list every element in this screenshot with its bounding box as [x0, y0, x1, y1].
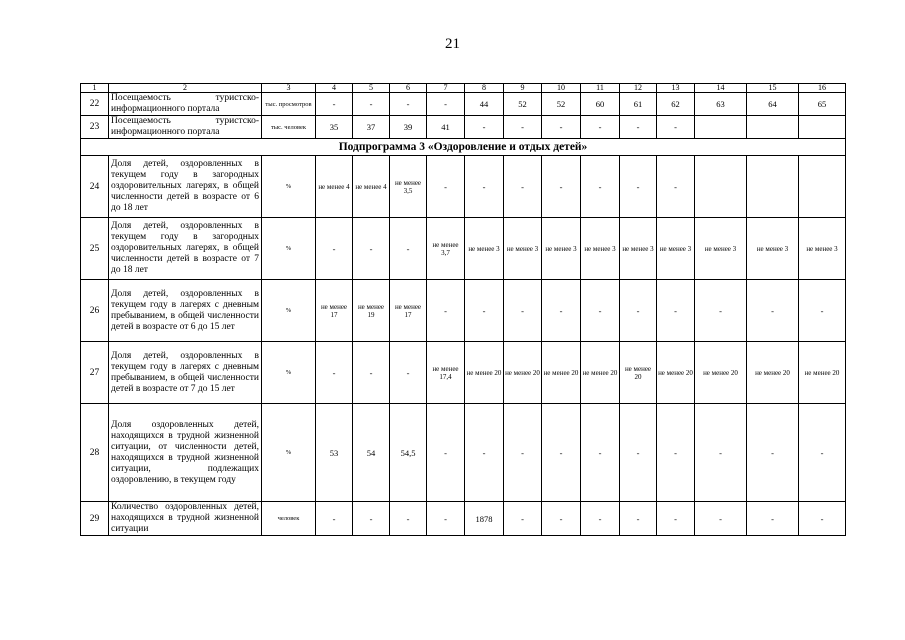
value-cell: 63 — [695, 93, 747, 116]
value-cell: - — [620, 502, 657, 536]
row-number: 26 — [81, 280, 109, 342]
value-cell: 39 — [390, 116, 427, 139]
value-cell: - — [504, 156, 542, 218]
value-cell: - — [427, 156, 465, 218]
value-cell: - — [620, 280, 657, 342]
unit-cell: % — [262, 404, 316, 502]
value-cell: не менее 3,5 — [390, 156, 427, 218]
unit-cell: тыс. просмотров — [262, 93, 316, 116]
column-number-cell: 1 — [81, 84, 109, 93]
value-cell: - — [316, 502, 353, 536]
value-cell: 35 — [316, 116, 353, 139]
column-number-cell: 3 — [262, 84, 316, 93]
column-number-cell: 15 — [747, 84, 799, 93]
indicator-name: Количество оздоровленных детей, находящихся в трудной жизненной ситуации — [109, 502, 262, 536]
value-cell: - — [353, 502, 390, 536]
subprogram-title: Подпрограмма 3 «Оздоровление и отдых детей» — [81, 139, 846, 156]
value-cell: не менее 17 — [316, 280, 353, 342]
value-cell: не менее 3 — [657, 218, 695, 280]
column-number-cell: 7 — [427, 84, 465, 93]
value-cell: не менее 19 — [353, 280, 390, 342]
value-cell: - — [695, 502, 747, 536]
table-row — [81, 93, 846, 116]
value-cell: не менее 4 — [316, 156, 353, 218]
value-cell: - — [581, 404, 620, 502]
value-cell: - — [353, 218, 390, 280]
value-cell: 61 — [620, 93, 657, 116]
value-cell: - — [390, 342, 427, 404]
value-cell: 65 — [799, 93, 846, 116]
indicator-name: Доля детей, оздоровленных в текущем году в загородных оздоровительных лагерях, в общей численности детей в возрасте от 6 до 18 лет — [109, 156, 262, 218]
table-row — [81, 116, 846, 139]
value-cell: не менее 3 — [465, 218, 504, 280]
value-cell: - — [581, 156, 620, 218]
value-cell: 54 — [353, 404, 390, 502]
row-number: 24 — [81, 156, 109, 218]
indicator-table — [80, 83, 846, 536]
value-cell: - — [465, 156, 504, 218]
value-cell: - — [695, 280, 747, 342]
value-cell: - — [465, 116, 504, 139]
value-cell: - — [799, 502, 846, 536]
value-cell: не менее 20 — [695, 342, 747, 404]
value-cell: не менее 20 — [504, 342, 542, 404]
column-number-cell: 6 — [390, 84, 427, 93]
value-cell: - — [353, 342, 390, 404]
value-cell — [695, 156, 747, 218]
value-cell: - — [581, 116, 620, 139]
table-row — [81, 156, 846, 218]
value-cell: - — [747, 404, 799, 502]
value-cell: - — [390, 502, 427, 536]
unit-cell: тыс. человек — [262, 116, 316, 139]
value-cell: 37 — [353, 116, 390, 139]
column-number-cell: 11 — [581, 84, 620, 93]
value-cell: - — [427, 502, 465, 536]
value-cell: не менее 17,4 — [427, 342, 465, 404]
column-number-cell: 14 — [695, 84, 747, 93]
value-cell: не менее 20 — [747, 342, 799, 404]
value-cell: 52 — [504, 93, 542, 116]
column-number-cell: 10 — [542, 84, 581, 93]
unit-cell: % — [262, 342, 316, 404]
row-number: 29 — [81, 502, 109, 536]
value-cell: - — [620, 404, 657, 502]
row-number: 23 — [81, 116, 109, 139]
value-cell: не менее 4 — [353, 156, 390, 218]
column-number-cell: 2 — [109, 84, 262, 93]
value-cell: не менее 3 — [542, 218, 581, 280]
unit-cell: % — [262, 156, 316, 218]
row-number: 25 — [81, 218, 109, 280]
value-cell: не менее 3 — [620, 218, 657, 280]
value-cell: не менее 3 — [504, 218, 542, 280]
value-cell: 44 — [465, 93, 504, 116]
value-cell: - — [542, 116, 581, 139]
indicator-name: Доля оздоровленных детей, находящихся в трудной жизненной ситуации, от численности детей, находящихся в трудной жизненной ситуации, подлежащих оздоровлению, в текущем году — [109, 404, 262, 502]
value-cell — [799, 156, 846, 218]
indicator-name: Доля детей, оздоровленных в текущем году в лагерях с дневным пребыванием, в общей численности детей в возрасте от 6 до 15 лет — [109, 280, 262, 342]
value-cell: не менее 20 — [657, 342, 695, 404]
value-cell: - — [657, 502, 695, 536]
value-cell: не менее 20 — [799, 342, 846, 404]
value-cell: - — [747, 280, 799, 342]
table-row — [81, 218, 846, 280]
indicator-name: Доля детей, оздоровленных в текущем году в загородных оздоровительных лагерях, в общей численности детей в возрасте от 7 до 18 лет — [109, 218, 262, 280]
value-cell: - — [316, 342, 353, 404]
table-row — [81, 342, 846, 404]
value-cell: - — [657, 156, 695, 218]
value-cell — [695, 116, 747, 139]
value-cell: - — [504, 116, 542, 139]
value-cell: не менее 3 — [799, 218, 846, 280]
value-cell: - — [316, 218, 353, 280]
column-number-cell: 8 — [465, 84, 504, 93]
subprogram-row — [81, 139, 846, 156]
value-cell: не менее 20 — [542, 342, 581, 404]
value-cell: - — [504, 502, 542, 536]
value-cell — [747, 156, 799, 218]
table-row — [81, 280, 846, 342]
page-number: 21 — [445, 36, 460, 52]
value-cell: - — [316, 93, 353, 116]
table-row — [81, 502, 846, 536]
value-cell: - — [542, 156, 581, 218]
indicator-name: Посещаемость туристско-информационного портала — [109, 116, 262, 139]
value-cell: - — [504, 404, 542, 502]
value-cell: - — [542, 280, 581, 342]
value-cell: 60 — [581, 93, 620, 116]
value-cell: 64 — [747, 93, 799, 116]
value-cell: 62 — [657, 93, 695, 116]
value-cell: 41 — [427, 116, 465, 139]
value-cell: не менее 3,7 — [427, 218, 465, 280]
value-cell: 54,5 — [390, 404, 427, 502]
unit-cell: % — [262, 280, 316, 342]
value-cell: - — [581, 280, 620, 342]
column-number-cell: 5 — [353, 84, 390, 93]
value-cell: - — [799, 404, 846, 502]
value-cell: - — [581, 502, 620, 536]
value-cell: - — [427, 280, 465, 342]
column-number-cell: 16 — [799, 84, 846, 93]
indicator-name: Посещаемость туристско-информационного портала — [109, 93, 262, 116]
value-cell: - — [799, 280, 846, 342]
value-cell: не менее 17 — [390, 280, 427, 342]
value-cell: не менее 20 — [581, 342, 620, 404]
value-cell: 1878 — [465, 502, 504, 536]
value-cell: не менее 3 — [581, 218, 620, 280]
row-number: 22 — [81, 93, 109, 116]
value-cell: не менее 20 — [620, 342, 657, 404]
value-cell: - — [390, 218, 427, 280]
value-cell: - — [504, 280, 542, 342]
value-cell: - — [657, 280, 695, 342]
column-number-cell: 9 — [504, 84, 542, 93]
value-cell: не менее 3 — [747, 218, 799, 280]
value-cell — [799, 116, 846, 139]
value-cell: - — [465, 404, 504, 502]
value-cell: не менее 20 — [465, 342, 504, 404]
value-cell: 53 — [316, 404, 353, 502]
indicator-name: Доля детей, оздоровленных в текущем году в лагерях с дневным пребыванием, в общей численности детей в возрасте от 7 до 15 лет — [109, 342, 262, 404]
value-cell: 52 — [542, 93, 581, 116]
value-cell: - — [620, 116, 657, 139]
row-number: 28 — [81, 404, 109, 502]
value-cell: - — [620, 156, 657, 218]
value-cell: - — [695, 404, 747, 502]
column-number-cell: 4 — [316, 84, 353, 93]
table-row — [81, 404, 846, 502]
value-cell — [747, 116, 799, 139]
value-cell: - — [747, 502, 799, 536]
value-cell: - — [353, 93, 390, 116]
column-number-row — [81, 84, 846, 93]
column-number-cell: 13 — [657, 84, 695, 93]
column-number-cell: 12 — [620, 84, 657, 93]
value-cell: - — [427, 404, 465, 502]
row-number: 27 — [81, 342, 109, 404]
value-cell: - — [390, 93, 427, 116]
unit-cell: человек — [262, 502, 316, 536]
value-cell: - — [427, 93, 465, 116]
value-cell: - — [542, 502, 581, 536]
value-cell: - — [465, 280, 504, 342]
value-cell: - — [657, 116, 695, 139]
value-cell: - — [542, 404, 581, 502]
value-cell: - — [657, 404, 695, 502]
unit-cell: % — [262, 218, 316, 280]
value-cell: не менее 3 — [695, 218, 747, 280]
